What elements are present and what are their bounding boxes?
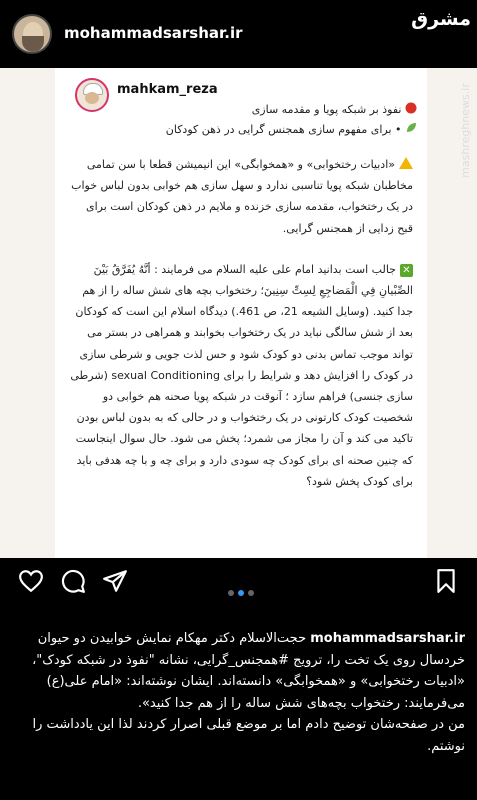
paper-plane-icon[interactable]	[102, 568, 128, 594]
post-image[interactable]	[0, 68, 477, 558]
caption-line-2: • برای مفهوم سازی همجنس گرایی در ذهن کودکان	[165, 123, 402, 136]
carousel-dot-active	[238, 590, 244, 596]
comment-icon[interactable]	[60, 568, 86, 594]
embedded-post-card	[55, 68, 427, 558]
watermark-brand: مشرق	[411, 8, 471, 30]
embedded-avatar	[75, 78, 109, 112]
profile-username[interactable]: mohammadsarshar.ir	[64, 24, 243, 42]
caption-text-2: من در صفحه‌شان توضیح دادم اما بر موضع قبلی اصرار کردند لذا این یادداشت را نوشتم.	[32, 717, 465, 754]
embedded-username: mahkam_reza	[117, 82, 218, 97]
caption-line-1: نفوذ بر شبکه پویا و مقدمه سازی	[251, 103, 402, 116]
bookmark-icon[interactable]	[433, 568, 459, 594]
caption-username[interactable]: mohammadsarshar.ir	[310, 631, 465, 646]
post-caption	[10, 628, 465, 757]
avatar-beard	[22, 36, 44, 52]
heart-icon[interactable]	[18, 568, 44, 594]
paragraph-1-wrap	[69, 154, 413, 239]
paragraph-1: «ادبیات رختخوابی» و «همخوابگی» این انیمیشن قطعا با سن تمامی مخاطبان شبکه پویا تناسبی ندارد و سهل سازی هم خوابی بدون لباس خواب در یک رختخواب، مقدمه سازی خزنده و ملایم در ذهن کودکان است برای قبح زدایی از همجنس گرایی.	[71, 158, 413, 235]
watermark	[411, 4, 471, 214]
profile-avatar[interactable]	[12, 14, 52, 54]
embedded-caption	[117, 100, 417, 140]
action-bar	[0, 558, 477, 602]
carousel-dot	[228, 590, 234, 596]
carousel-dot	[248, 590, 254, 596]
post-header	[0, 0, 477, 68]
caption-text: حجت‌الاسلام دکتر مهکام نمایش خوابیدن دو حیوان خردسال روی یک تخت را، ترویج #همجنس_گرایی، نشانه "نفوذ در شبکه کودک"، «ادبیات رختخوابی» و «همخوابگی» دانسته‌اند. ایشان نوشته‌اند: «امام علی(ع) می‌فرمایند: رختخواب بچه‌های شش ساله را از هم جدا کنید».	[32, 631, 465, 711]
watermark-site: mashreghnews.ir	[459, 83, 473, 178]
carousel-indicator	[226, 581, 256, 600]
embedded-body	[69, 154, 413, 512]
avatar-face	[85, 92, 99, 104]
check-mark-icon: ✕	[400, 264, 413, 277]
paragraph-2-wrap	[69, 259, 413, 492]
paragraph-2: جالب است بدانید امام علی علیه السلام می فرمایند : أنَّهُ يُفَرَّقُ بَيْنَ الصِّبْيانِ فِي الْمَضاجِعِ لِسِتِّ سِنِينَ؛ رختخواب بچه های شش ساله را از هم جدا کنید. (وسایل الشیعه 21، ص 461.) دیدگاه اسلام این است که کودکان بعد از شش سالگی نباید در یک رختخواب بخوابند و همراهی در بستر می تواند موجب تماس بدنی دو کودک شود و حس لذت جویی و شرطی سازی در کودک را افزایش دهد و شرایط را برای sexual Conditioning (شرطی سازی جنسی) فراهم سازد ؛ آنوقت در شبکه پویا صحنه هم خوابی دو شخصیت کودک کارتونی در یک رختخواب و در حالی که به بدون لباس بودن تاکید می کند و آن را مجاز می شمرد؛ پخش می شود. حال سوال اینجاست که چنین صحنه ای برای کودک چه سودی دارد و برای چه و با چه هدفی باید برای کودک پخش شود؟	[70, 262, 413, 488]
